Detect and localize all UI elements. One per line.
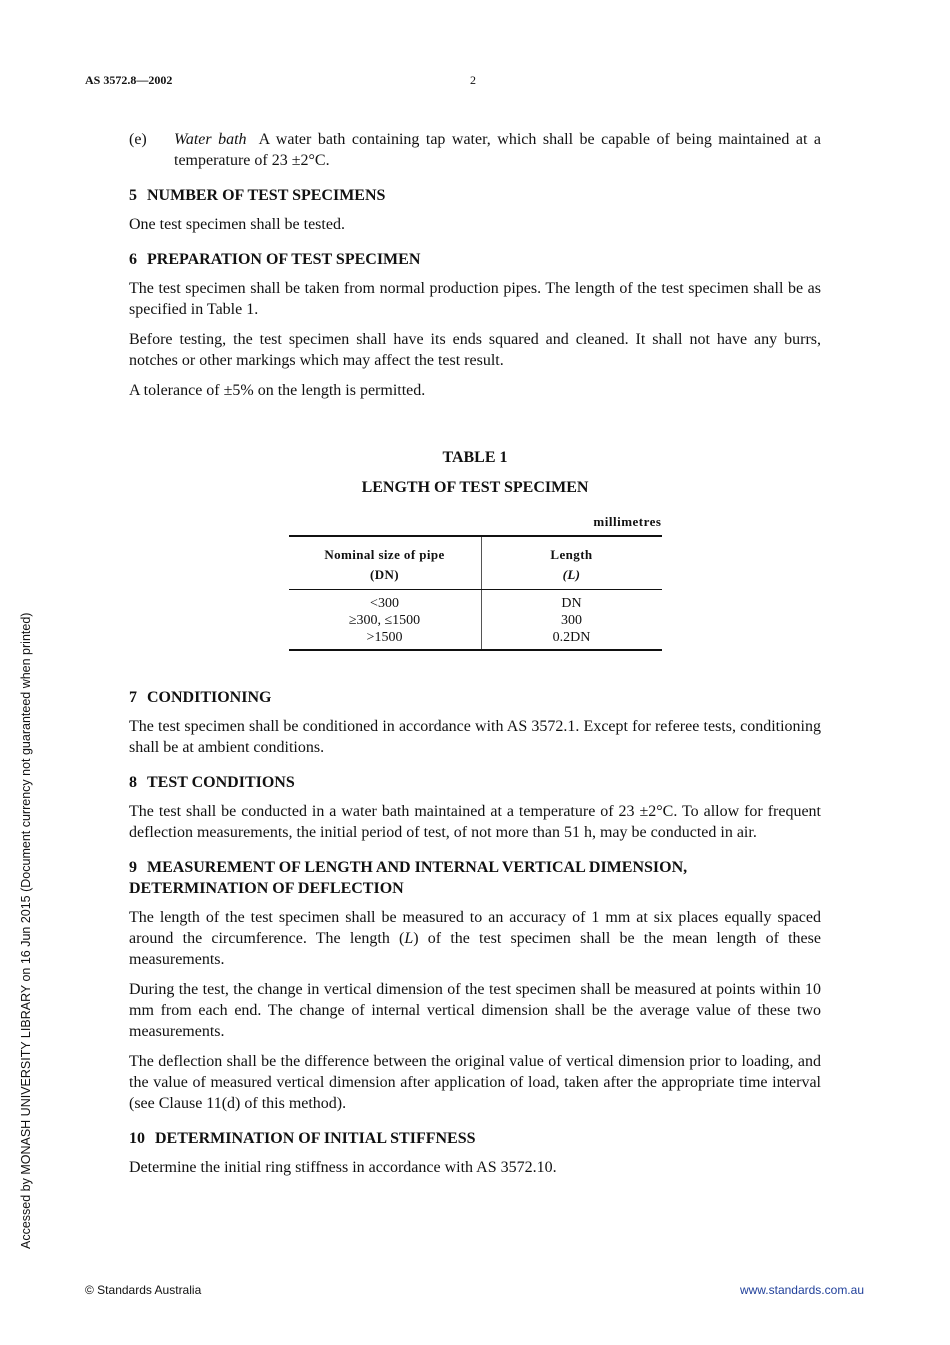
section-heading (129, 687, 821, 708)
section-number: 10 (129, 1130, 145, 1147)
specimen-length-table (289, 535, 662, 651)
section-title: DETERMINATION OF INITIAL STIFFNESS (155, 1130, 476, 1147)
table-cell-length: DN (561, 596, 582, 611)
table-number: TABLE 1 (442, 449, 508, 466)
paragraph: A tolerance of ±5% on the length is permitted. (129, 382, 426, 399)
section-number: 9 (129, 859, 137, 876)
paragraph: The length of the test specimen shall be measured to an accuracy of 1 mm at six places equally spaced around the circumference. The length (L) of the test specimen shall be the mean length of these measurements. (129, 909, 821, 968)
section-heading (129, 1128, 821, 1149)
section-title: PREPARATION OF TEST SPECIMEN (147, 251, 421, 268)
paragraph: The test specimen shall be conditioned in accordance with AS 3572.1. Except for referee tests, conditioning shall be at ambient conditions. (129, 718, 821, 756)
list-item-e (129, 129, 821, 171)
website-link[interactable]: www.standards.com.au (739, 1283, 864, 1297)
access-notice: Accessed by MONASH UNIVERSITY LIBRARY on 16 Jun 2015 (Document currency not guaranteed when printed) (19, 612, 33, 1249)
list-item-title: Water bath (174, 131, 247, 148)
length-symbol: L (404, 930, 414, 947)
list-item-body (174, 129, 821, 171)
section-number: 6 (129, 251, 137, 268)
table-header-length (481, 536, 662, 590)
paragraph: Before testing, the test specimen shall have its ends squared and cleaned. It shall not have any burrs, notches or other markings which may affect the test result. (129, 331, 821, 369)
column-header-sub: (L) (562, 567, 581, 582)
table-row (289, 629, 662, 650)
paragraph: Determine the initial ring stiffness in accordance with AS 3572.10. (129, 1159, 557, 1176)
table-cell-size: ≥300, ≤1500 (289, 612, 482, 629)
table-row (289, 612, 662, 629)
section-title: MEASUREMENT OF LENGTH AND INTERNAL VERTICAL DIMENSION, DETERMINATION OF DEFLECTION (129, 859, 688, 897)
section-heading (129, 185, 821, 206)
table-cell-size: >1500 (289, 629, 482, 650)
paragraph: The deflection shall be the difference between the original value of vertical dimension prior to loading, and the value of measured vertical dimension after application of load, taken after the appropriate time interval (see Clause 11(d) of this method). (129, 1053, 821, 1112)
list-item-label: (e) (129, 131, 147, 148)
table-row (289, 590, 662, 613)
document-reference: AS 3572.8—2002 (85, 73, 173, 87)
section-heading (129, 772, 821, 793)
section-number: 5 (129, 187, 137, 204)
section-number: 8 (129, 774, 137, 791)
section-title: NUMBER OF TEST SPECIMENS (147, 187, 386, 204)
column-header-sub: (DN) (369, 567, 400, 582)
copyright-notice: © Standards Australia (85, 1283, 202, 1297)
table-1-block (129, 447, 821, 651)
table-header-nominal-size (289, 536, 482, 590)
page-content (129, 129, 821, 1187)
list-item-text: A water bath containing tap water, which shall be capable of being maintained at a temperature of 23 ±2°C. (174, 131, 822, 169)
table-units: millimetres (593, 514, 662, 529)
column-header-label: Length (550, 547, 593, 562)
section-title: CONDITIONING (147, 689, 272, 706)
section-heading (129, 249, 821, 270)
section-heading (129, 857, 821, 899)
section-title: TEST CONDITIONS (147, 774, 295, 791)
section-number: 7 (129, 689, 137, 706)
paragraph: The test shall be conducted in a water bath maintained at a temperature of 23 ±2°C. To allow for frequent deflection measurements, the initial period of test, of not more than 51 h, may be conducted in air. (129, 803, 821, 841)
table-cell-length: 0.2DN (552, 630, 591, 645)
column-header-label: Nominal size of pipe (324, 547, 445, 562)
page-number: 2 (470, 73, 476, 87)
paragraph: During the test, the change in vertical dimension of the test specimen shall be measured at points within 10 mm from each end. The change of internal vertical dimension shall be the average value of these two measurements. (129, 981, 821, 1040)
table-cell-length: 300 (561, 613, 582, 628)
table-title: LENGTH OF TEST SPECIMEN (361, 479, 589, 496)
table-cell-size: <300 (289, 590, 482, 613)
paragraph: One test specimen shall be tested. (129, 216, 345, 233)
paragraph: The test specimen shall be taken from normal production pipes. The length of the test specimen shall be as specified in Table 1. (129, 280, 821, 318)
